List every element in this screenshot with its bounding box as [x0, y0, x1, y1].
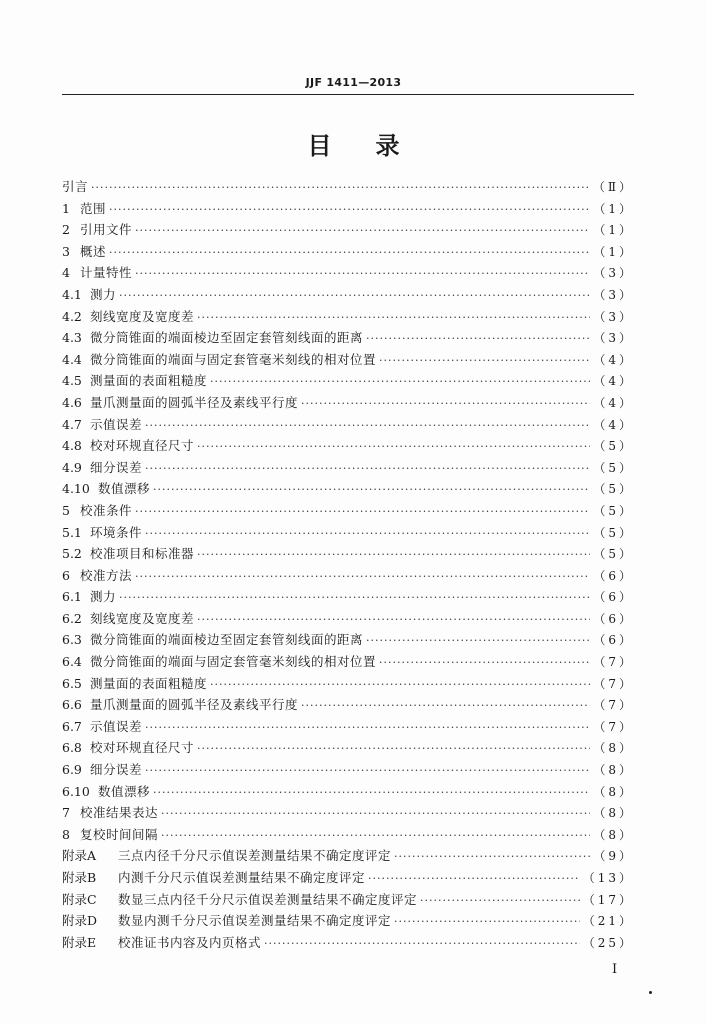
toc-entry-page: （6） [593, 611, 634, 626]
toc-entry-number: 6 [62, 567, 70, 583]
toc-entry-number: 4.8 [62, 438, 82, 454]
toc-leader-dots [366, 328, 590, 350]
scan-speck [649, 991, 652, 994]
toc-entry-page: （3） [593, 266, 634, 281]
toc-entry-number: 6.8 [62, 740, 82, 756]
toc-leader-dots [135, 220, 590, 242]
toc-entry-page: （6） [593, 633, 634, 648]
toc-entry-number: 4.9 [62, 459, 82, 475]
toc-entry-page: （1） [593, 244, 634, 259]
toc-entry-title: 测量面的表面粗糙度 [90, 373, 208, 389]
toc-entry[interactable] [62, 759, 634, 781]
toc-entry-number: 4 [62, 265, 70, 281]
toc-entry-page: （5） [593, 525, 634, 540]
toc-entry-title: 量爪测量面的圆弧半径及素线平行度 [90, 394, 299, 410]
toc-entry-title: 微分筒锥面的端面棱边至固定套管刻线面的距离 [90, 632, 364, 648]
toc-leader-dots [264, 933, 580, 955]
toc-entry[interactable] [62, 370, 634, 392]
toc-entry-title: 细分误差 [90, 459, 143, 475]
toc-entry-title: 三点内径千分尺示值误差测量结果不确定度评定 [118, 848, 392, 864]
toc-entry-title: 数值漂移 [98, 783, 151, 799]
toc-leader-dots [197, 307, 590, 329]
toc-entry-page: （25） [582, 935, 634, 950]
toc-entry[interactable] [62, 629, 634, 651]
toc-entry-number: 6.10 [62, 783, 90, 799]
toc-entry[interactable] [62, 737, 634, 759]
toc-entry[interactable] [62, 392, 634, 414]
toc-leader-dots [197, 544, 590, 566]
toc-entry[interactable] [62, 219, 634, 241]
header-rule [62, 94, 634, 95]
toc-entry-title: 刻线宽度及宽度差 [90, 610, 195, 626]
toc-entry[interactable] [62, 781, 634, 803]
toc-leader-dots [145, 523, 590, 545]
toc-entry-page: （4） [593, 417, 634, 432]
toc-leader-dots [301, 393, 590, 415]
toc-entry-title: 微分筒锥面的端面与固定套管毫米刻线的相对位置 [90, 351, 377, 367]
toc-entry-page: （13） [582, 871, 634, 885]
toc-entry-page: （8） [593, 763, 634, 778]
toc-entry-number: 6.2 [62, 610, 82, 626]
toc-entry-number: 6.3 [62, 632, 82, 648]
toc-entry-page: （21） [582, 914, 634, 929]
toc-entry-number: 附录D [62, 913, 98, 929]
toc-entry-title: 计量特性 [80, 265, 133, 281]
toc-leader-dots [197, 436, 590, 458]
toc-leader-dots [145, 717, 590, 739]
toc-entry-page: （7） [593, 655, 634, 670]
toc-entry-page: （5） [593, 460, 634, 475]
toc-entry-page: （3） [593, 287, 634, 302]
toc-entry-number: 7 [62, 805, 70, 821]
toc-entry-number: 4.10 [62, 481, 90, 497]
toc-entry-number: 6.1 [62, 589, 82, 605]
toc-entry[interactable] [62, 241, 634, 263]
toc-entry-page: （8） [593, 741, 634, 756]
table-of-contents [62, 176, 634, 953]
toc-entry[interactable] [62, 824, 634, 846]
toc-entry[interactable] [62, 586, 634, 608]
toc-entry-number: 6.5 [62, 675, 82, 691]
toc-entry[interactable] [62, 543, 634, 565]
toc-entry-title: 测量面的表面粗糙度 [90, 675, 208, 691]
toc-entry[interactable] [62, 845, 634, 867]
toc-entry-number: 4.3 [62, 330, 82, 346]
toc-entry-number: 附录A [62, 848, 97, 864]
toc-leader-dots [109, 242, 590, 264]
toc-leader-dots [153, 479, 590, 501]
toc-leader-dots [197, 738, 590, 760]
toc-entry-page: （3） [593, 309, 634, 324]
toc-entry-page: （6） [593, 590, 634, 605]
toc-entry[interactable] [62, 478, 634, 500]
toc-leader-dots [161, 803, 590, 825]
toc-entry-number: 5.2 [62, 546, 82, 562]
toc-entry-page: （7） [593, 698, 634, 713]
toc-entry-page: （6） [593, 568, 634, 583]
toc-entry[interactable] [62, 414, 634, 436]
toc-entry-title: 微分筒锥面的端面与固定套管毫米刻线的相对位置 [90, 654, 377, 670]
toc-entry[interactable] [62, 327, 634, 349]
page-number: Ⅰ [612, 962, 618, 977]
toc-leader-dots [368, 868, 580, 890]
toc-entry-page: （8） [593, 827, 634, 842]
toc-entry-page: （3） [593, 331, 634, 346]
toc-entry-page: （5） [593, 547, 634, 562]
toc-entry-number: 4.1 [62, 286, 82, 302]
toc-entry-number: 1 [62, 200, 70, 216]
toc-entry-page: （7） [593, 719, 634, 734]
toc-entry-title: 校准项目和标准器 [90, 546, 195, 562]
toc-entry-title: 数显三点内径千分尺示值误差测量结果不确定度评定 [118, 891, 418, 907]
toc-leader-dots [379, 652, 590, 674]
toc-leader-dots [119, 587, 590, 609]
toc-entry-number: 6.4 [62, 654, 82, 670]
toc-entry-title: 校对环规直径尺寸 [90, 740, 195, 756]
toc-entry-title: 校准结果表达 [80, 805, 159, 821]
toc-entry[interactable] [62, 802, 634, 824]
toc-leader-dots [379, 350, 590, 372]
toc-entry-title: 引用文件 [80, 222, 133, 238]
page-title: 目录 [307, 132, 444, 160]
toc-entry-page: （1） [593, 201, 634, 216]
toc-entry[interactable] [62, 349, 634, 371]
toc-entry[interactable] [62, 651, 634, 673]
toc-leader-dots [135, 263, 590, 285]
toc-entry-title: 范围 [80, 200, 107, 216]
toc-entry[interactable] [62, 716, 634, 738]
toc-entry-page: （1） [593, 223, 634, 238]
toc-entry[interactable] [62, 176, 634, 198]
toc-entry[interactable] [62, 457, 634, 479]
toc-entry-title: 内测千分尺示值误差测量结果不确定度评定 [118, 870, 366, 885]
toc-entry-title: 微分筒锥面的端面棱边至固定套管刻线面的距离 [90, 330, 364, 346]
toc-leader-dots [420, 890, 580, 912]
toc-entry-number: 4.4 [62, 351, 82, 367]
toc-leader-dots [161, 825, 590, 847]
toc-entry-number: 6.7 [62, 718, 82, 734]
toc-entry[interactable] [62, 306, 634, 328]
toc-entry-title: 测力 [90, 286, 117, 302]
toc-entry-number: 5.1 [62, 524, 82, 540]
toc-entry-title: 校准证书内容及内页格式 [118, 934, 262, 950]
toc-entry-number: 4.2 [62, 308, 82, 324]
toc-entry-number: 4.7 [62, 416, 82, 432]
toc-entry[interactable] [62, 889, 634, 911]
toc-entry-page: （4） [593, 374, 634, 389]
toc-leader-dots [145, 415, 590, 437]
toc-leader-dots [210, 371, 590, 393]
toc-entry-title: 数显内测千分尺示值误差测量结果不确定度评定 [118, 913, 392, 929]
toc-entry-title: 环境条件 [90, 524, 143, 540]
toc-leader-dots [394, 846, 590, 868]
toc-leader-dots [91, 177, 590, 199]
toc-leader-dots [197, 609, 590, 631]
toc-entry-title: 校准条件 [80, 502, 133, 518]
toc-entry[interactable] [62, 262, 634, 284]
toc-entry-title: 引言 [62, 179, 89, 194]
toc-entry-title: 测力 [90, 589, 117, 605]
standard-code-header: JJF 1411—2013 [305, 76, 402, 89]
toc-entry-page: （5） [593, 439, 634, 454]
toc-entry-page: （4） [593, 352, 634, 367]
toc-entry-page: （9） [593, 849, 634, 864]
toc-leader-dots [119, 285, 590, 307]
toc-leader-dots [210, 674, 590, 696]
toc-entry[interactable] [62, 522, 634, 544]
toc-leader-dots [394, 911, 580, 933]
toc-entry-page: （8） [593, 806, 634, 821]
toc-entry-page: （Ⅱ） [592, 180, 634, 194]
toc-entry-number: 4.5 [62, 373, 82, 389]
toc-entry-title: 刻线宽度及宽度差 [90, 308, 195, 324]
toc-entry-number: 3 [62, 243, 70, 259]
toc-entry-number: 2 [62, 222, 70, 238]
toc-entry[interactable] [62, 500, 634, 522]
toc-leader-dots [135, 566, 590, 588]
toc-entry-page: （5） [593, 482, 634, 497]
toc-entry-title: 细分误差 [90, 762, 143, 778]
toc-entry-title: 概述 [80, 243, 107, 259]
toc-entry-title: 数值漂移 [98, 481, 151, 497]
toc-entry[interactable] [62, 198, 634, 220]
toc-entry-title: 示值误差 [90, 718, 143, 734]
toc-entry-number: 5 [62, 502, 70, 518]
toc-entry-title: 复校时间间隔 [80, 826, 159, 842]
toc-entry-title: 示值误差 [90, 416, 143, 432]
toc-leader-dots [366, 630, 590, 652]
toc-leader-dots [135, 501, 590, 523]
toc-entry[interactable] [62, 608, 634, 630]
toc-leader-dots [153, 782, 590, 804]
toc-entry[interactable] [62, 435, 634, 457]
toc-entry-number: 6.6 [62, 697, 82, 713]
toc-entry-page: （8） [593, 784, 634, 799]
toc-leader-dots [301, 695, 590, 717]
toc-entry[interactable] [62, 910, 634, 932]
toc-entry-page: （17） [582, 892, 634, 907]
toc-entry-number: 8 [62, 826, 70, 842]
toc-leader-dots [109, 199, 590, 221]
toc-entry[interactable] [62, 673, 634, 695]
toc-entry-title: 校对环规直径尺寸 [90, 438, 195, 454]
toc-entry-number: 4.6 [62, 394, 82, 410]
toc-entry-title: 校准方法 [80, 567, 133, 583]
toc-leader-dots [145, 760, 590, 782]
toc-entry-number: 附录C [62, 891, 97, 907]
toc-entry-number: 6.9 [62, 762, 82, 778]
toc-entry[interactable] [62, 565, 634, 587]
toc-entry-number: 附录B [62, 870, 97, 885]
toc-entry[interactable] [62, 932, 634, 954]
toc-entry[interactable] [62, 284, 634, 306]
toc-entry-number: 附录E [62, 934, 97, 950]
toc-entry-page: （4） [593, 395, 634, 410]
toc-leader-dots [145, 458, 590, 480]
toc-entry[interactable] [62, 694, 634, 716]
toc-entry-page: （7） [593, 676, 634, 691]
toc-entry-title: 量爪测量面的圆弧半径及素线平行度 [90, 697, 299, 713]
toc-entry-page: （5） [593, 503, 634, 518]
toc-entry[interactable] [62, 867, 634, 889]
